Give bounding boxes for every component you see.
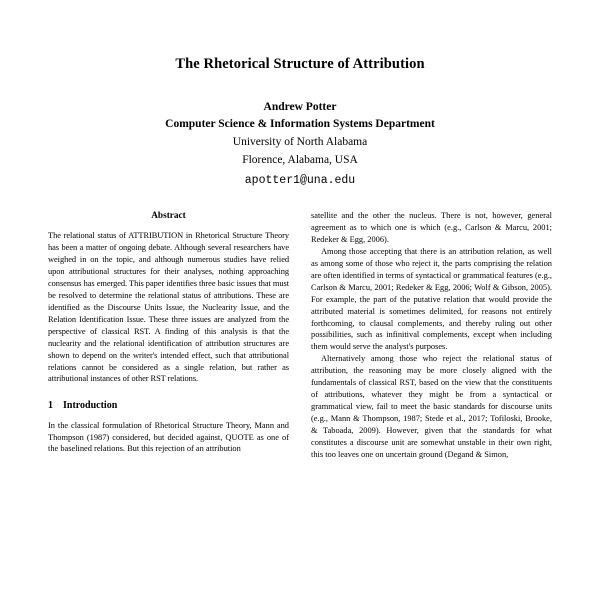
page-title: The Rhetorical Structure of Attribution xyxy=(175,56,425,72)
body-columns xyxy=(48,210,552,460)
section-heading-introduction xyxy=(48,399,289,413)
section-paragraph: In the classical formulation of Rhetorical Structure Theory, Mann and Thompson (1987) considered, but decided against, QUOTE as one of the baselined relations. But this rejection of an attribution xyxy=(48,420,289,454)
author-block xyxy=(48,99,552,190)
body-paragraph: Among those accepting that there is an attribution relation, as well as among some of those who reject it, the parts comprising the relation are often identified in terms of syntactical or grammatical features (e.g., Carlson & Marcu, 2001; Redeker & Egg, 2006; Wolf & Gibson, 2005). For example, the part of the putative relation that would provide the attributed material is sometimes delimited, for reasons not entirely forthcoming, to clausal complements, and thereby ruling out other possibilities, such as infinitival complements, except when including them would serve the analyst's purposes. xyxy=(311,247,552,352)
author-location: Florence, Alabama, USA xyxy=(242,153,358,166)
author-name: Andrew Potter xyxy=(263,101,337,113)
abstract-heading: Abstract xyxy=(151,211,186,222)
section-number: 1 xyxy=(48,400,53,412)
section-title: Introduction xyxy=(63,400,118,412)
right-column xyxy=(311,210,552,460)
body-paragraph: Alternatively among those who reject the relational status of attribution, the reasoning may be more closely aligned with the fundamentals of classical RST, based on the view that the constituents of attributions, whatever they might be from a syntactical or grammatical view, fail to meet the basic standards for discourse units (e.g., Mann & Thompson, 1987; Stede et al., 2017; Tofiloski, Brooke, & Taboada, 2009). However, given that the standards for what constitutes a discourse unit are somewhat unstable in their own right, this too leaves one on uncertain ground (Degand & Simon, xyxy=(311,354,552,459)
left-column xyxy=(48,210,289,460)
abstract-text: The relational status of ATTRIBUTION in Rhetorical Structure Theory has been a matter of ongoing debate. Although several researchers have weighed in on the topic, and although numerous studies have relied upon attributional structures for their analyses, nothing approaching consensus has emerged. This paper identifies three basic issues that must be resolved to determine the relational status of attributions. These are identified as the Discourse Units Issue, the Nuclearity Issue, and the Relation Identification Issue. These three issues are analyzed from the perspective of classical RST. A finding of this analysis is that the nuclearity and the relational identification of attribution structures are shown to depend on the writer's intended effect, such that attributional relations cannot be considered as a single relation, but rather as attributional instances of other RST relations. xyxy=(48,231,289,384)
author-university: University of North Alabama xyxy=(232,136,368,149)
author-department: Computer Science & Information Systems Department xyxy=(165,118,435,131)
author-email[interactable]: apotter1@una.edu xyxy=(244,173,356,187)
body-paragraph: satellite and the other the nucleus. There is not, however, general agreement as to which one is which (e.g., Carlson & Marcu, 2001; Redeker & Egg, 2006). xyxy=(311,211,552,245)
